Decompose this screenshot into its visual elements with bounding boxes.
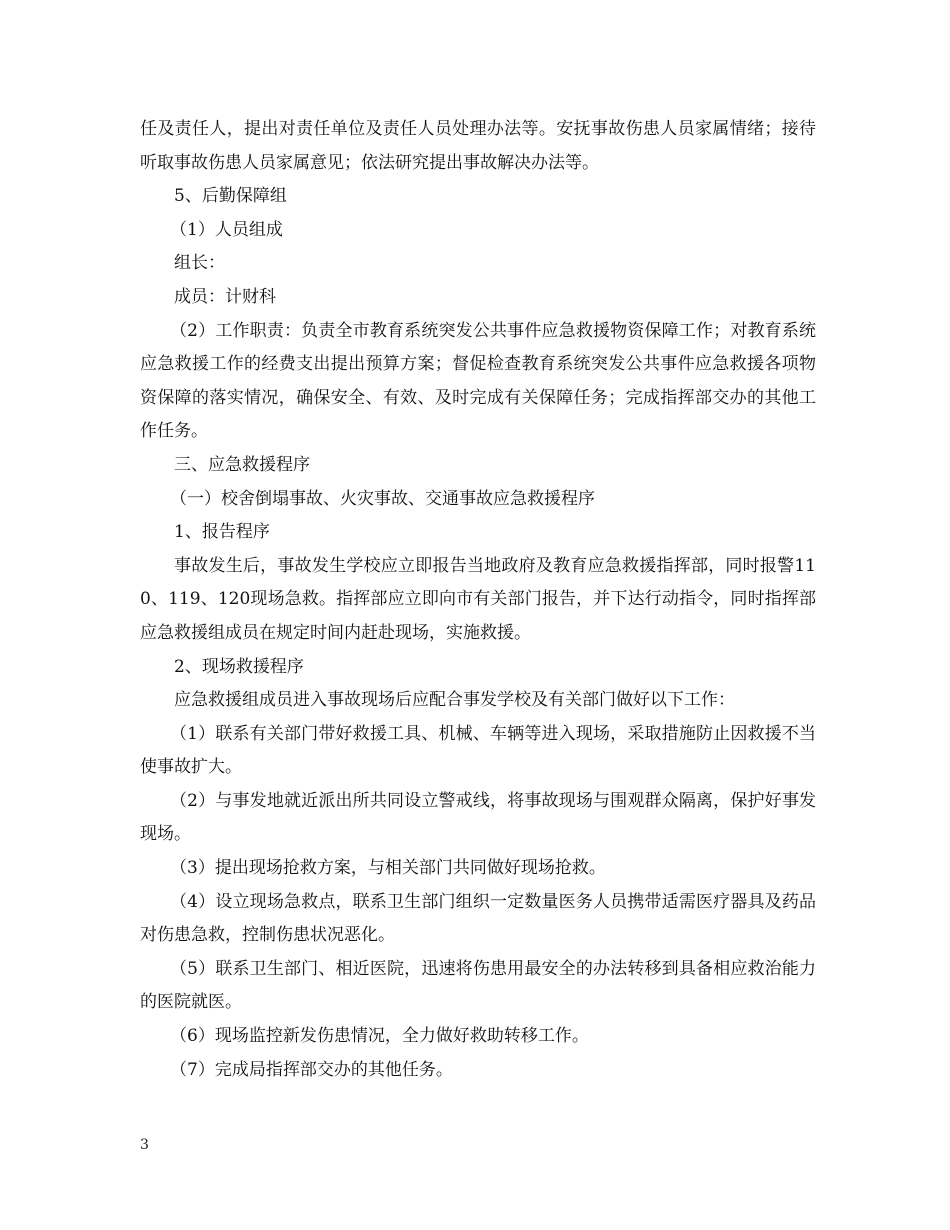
document-body [140, 113, 816, 1087]
rescue-item-6: （6）现场监控新发伤患情况，全力做好救助转移工作。 [170, 1026, 589, 1047]
team-leader-line: 组长： [174, 253, 225, 274]
subheading-rescue-procedure: 2、现场救援程序 [174, 656, 304, 677]
subheading-staff: （1）人员组成 [170, 219, 283, 240]
paragraph-1: 任及责任人，提出对责任单位及责任人员处理办法等。安抚事故伤患人员家属情绪；接待听取事故伤患人员家属意见；依法研究提出事故解决办法等。 [140, 119, 816, 173]
page-number: 3 [140, 1137, 149, 1153]
rescue-item-5: （5）联系卫生部门、相近医院，迅速将伤患用最安全的办法转移到具备相应救治能力的医院就医。 [140, 958, 816, 1013]
rescue-item-1: （1）联系有关部门带好救援工具、机械、车辆等进入现场，采取措施防止因救援不当使事故扩大。 [140, 723, 816, 778]
paragraph-rescue-intro: 应急救援组成员进入事故现场后应配合事发学校及有关部门做好以下工作： [174, 690, 735, 711]
rescue-item-7: （7）完成局指挥部交办的其他任务。 [170, 1059, 453, 1080]
subheading-report-procedure: 1、报告程序 [174, 522, 270, 543]
paragraph-report: 事故发生后，事故发生学校应立即报告当地政府及教育应急救援指挥部，同时报警110、119、120现场急救。指挥部应立即向市有关部门报告，并下达行动指令，同时指挥部应急救援组成员在规定时间内赶赴现场，实施救援。 [140, 555, 816, 643]
paragraph-duties: （2）工作职责：负责全市教育系统突发公共事件应急救援物资保障工作；对教育系统应急救援工作的经费支出提出预算方案；督促检查教育系统突发公共事件应急救援各项物资保障的落实情况，确保安全、有效、及时完成有关保障任务；完成指挥部交办的其他工作任务。 [140, 320, 816, 442]
rescue-item-4: （4）设立现场急救点，联系卫生部门组织一定数量医务人员携带适需医疗器具及药品对伤患急救，控制伤患状况恶化。 [140, 891, 816, 946]
section-heading-procedures: 三、应急救援程序 [174, 454, 310, 475]
team-members-line: 成员：计财科 [174, 286, 276, 307]
rescue-item-2: （2）与事发地就近派出所共同设立警戒线，将事故现场与围观群众隔离，保护好事发现场。 [140, 790, 816, 845]
section-heading-logistics: 5、后勤保障组 [174, 186, 287, 207]
subheading-accident-procedure: （一）校舍倒塌事故、火灾事故、交通事故应急救援程序 [170, 488, 595, 509]
rescue-item-3: （3）提出现场抢救方案，与相关部门共同做好现场抢救。 [170, 858, 606, 879]
